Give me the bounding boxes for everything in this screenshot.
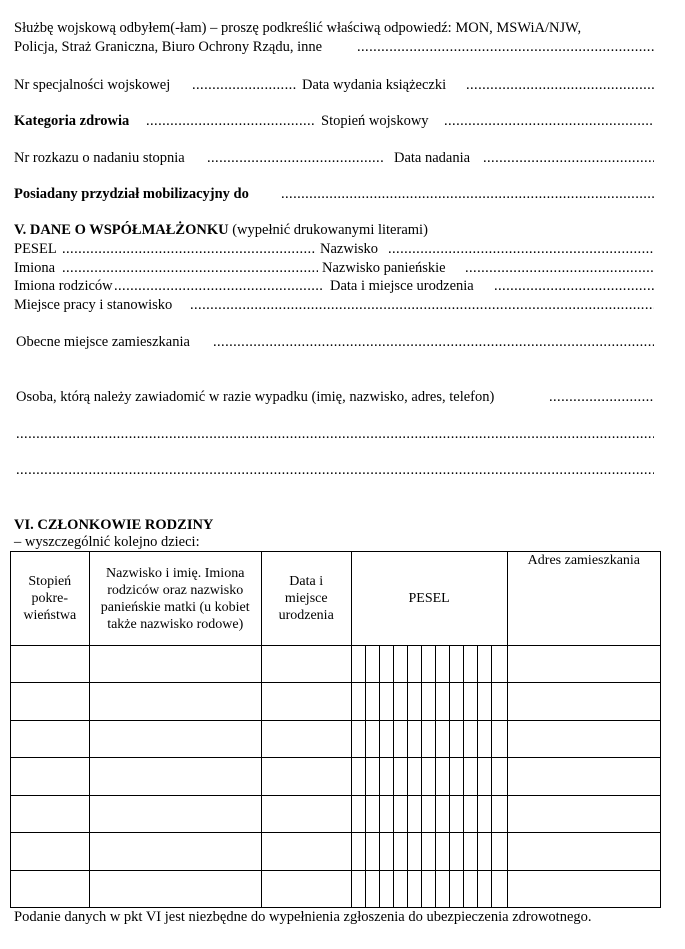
military-service-line: Służbę wojskową odbyłem(-łam) – proszę podkreślić właściwą odpowiedź: MON, MSWiA/NJW, bbox=[14, 20, 582, 36]
mobilization-field[interactable] bbox=[281, 185, 654, 203]
address-cell[interactable] bbox=[507, 870, 660, 907]
relation-cell[interactable] bbox=[11, 646, 90, 683]
pesel-digit-cell[interactable] bbox=[464, 758, 478, 795]
pesel-digit-cell[interactable] bbox=[379, 646, 393, 683]
pesel-digit-cell[interactable] bbox=[365, 870, 379, 907]
emergency-contact-label: Osoba, którą należy zawiadomić w razie wypadku (imię, nazwisko, adres, telefon) bbox=[16, 389, 495, 405]
name-cell[interactable] bbox=[89, 870, 261, 907]
pesel-digit-cell[interactable] bbox=[393, 758, 407, 795]
order-number-label: Nr rozkazu o nadaniu stopnia bbox=[14, 150, 185, 166]
pesel-digit-cell[interactable] bbox=[351, 646, 365, 683]
pesel-digit-cell[interactable] bbox=[351, 795, 365, 832]
pesel-digit-cell[interactable] bbox=[478, 870, 492, 907]
pesel-digit-cell[interactable] bbox=[436, 646, 450, 683]
pesel-digit-cell[interactable] bbox=[407, 720, 421, 757]
pesel-digit-cell[interactable] bbox=[450, 646, 464, 683]
pesel-digit-cell[interactable] bbox=[450, 683, 464, 720]
pesel-digit-cell[interactable] bbox=[351, 758, 365, 795]
pesel-digit-cell[interactable] bbox=[464, 795, 478, 832]
table-row bbox=[11, 758, 661, 795]
spouse-section-heading bbox=[14, 221, 428, 239]
spouse-workplace-field[interactable] bbox=[190, 296, 654, 314]
spouse-residence-field[interactable] bbox=[213, 333, 654, 351]
birth-cell[interactable] bbox=[261, 758, 351, 795]
address-cell[interactable] bbox=[507, 683, 660, 720]
spouse-residence-label: Obecne miejsce zamieszkania bbox=[16, 334, 190, 350]
spouse-first-names-field[interactable] bbox=[62, 259, 318, 277]
relation-cell[interactable] bbox=[11, 795, 90, 832]
pesel-digit-cell[interactable] bbox=[407, 833, 421, 870]
birth-cell[interactable] bbox=[261, 646, 351, 683]
relation-cell[interactable] bbox=[11, 870, 90, 907]
spouse-pesel-field[interactable] bbox=[62, 240, 316, 258]
pesel-digit-cell[interactable] bbox=[365, 833, 379, 870]
spouse-parents-label: Imiona rodziców bbox=[14, 278, 113, 294]
address-cell[interactable] bbox=[507, 646, 660, 683]
emergency-contact-field-3[interactable] bbox=[16, 461, 654, 479]
pesel-digit-cell[interactable] bbox=[464, 870, 478, 907]
pesel-digit-cell[interactable] bbox=[351, 870, 365, 907]
pesel-digit-cell[interactable] bbox=[492, 646, 507, 683]
pesel-digit-cell[interactable] bbox=[365, 720, 379, 757]
pesel-digit-cell[interactable] bbox=[478, 720, 492, 757]
table-row bbox=[11, 683, 661, 720]
pesel-digit-cell[interactable] bbox=[379, 795, 393, 832]
pesel-digit-cell[interactable] bbox=[379, 833, 393, 870]
pesel-digit-cell[interactable] bbox=[450, 795, 464, 832]
pesel-digit-cell[interactable] bbox=[478, 683, 492, 720]
pesel-digit-cell[interactable] bbox=[407, 795, 421, 832]
relation-cell[interactable] bbox=[11, 833, 90, 870]
pesel-digit-cell[interactable] bbox=[436, 720, 450, 757]
pesel-digit-cell[interactable] bbox=[464, 833, 478, 870]
pesel-digit-cell[interactable] bbox=[478, 758, 492, 795]
pesel-digit-cell[interactable] bbox=[422, 720, 436, 757]
column-header-relation: Stopień pokre- wieństwa bbox=[11, 552, 90, 646]
pesel-digit-cell[interactable] bbox=[422, 683, 436, 720]
health-category-field[interactable] bbox=[146, 112, 316, 130]
pesel-digit-cell[interactable] bbox=[464, 720, 478, 757]
spouse-workplace-label: Miejsce pracy i stanowisko bbox=[14, 297, 173, 313]
pesel-digit-cell[interactable] bbox=[407, 683, 421, 720]
pesel-digit-cell[interactable] bbox=[492, 758, 507, 795]
pesel-digit-cell[interactable] bbox=[351, 833, 365, 870]
pesel-digit-cell[interactable] bbox=[450, 720, 464, 757]
table-row bbox=[11, 646, 661, 683]
pesel-digit-cell[interactable] bbox=[365, 758, 379, 795]
pesel-digit-cell[interactable] bbox=[422, 870, 436, 907]
spouse-surname-label: Nazwisko bbox=[320, 241, 378, 257]
pesel-digit-cell[interactable] bbox=[436, 833, 450, 870]
pesel-digit-cell[interactable] bbox=[450, 833, 464, 870]
pesel-digit-cell[interactable] bbox=[422, 646, 436, 683]
spouse-maiden-name-field[interactable] bbox=[465, 259, 654, 277]
booklet-date-field[interactable] bbox=[466, 76, 654, 94]
table-row bbox=[11, 795, 661, 832]
spouse-pesel-label: PESEL bbox=[14, 241, 57, 257]
spouse-birth-label: Data i miejsce urodzenia bbox=[330, 278, 474, 294]
pesel-digit-cell[interactable] bbox=[436, 683, 450, 720]
birth-cell[interactable] bbox=[261, 870, 351, 907]
pesel-digit-cell[interactable] bbox=[351, 720, 365, 757]
name-cell[interactable] bbox=[89, 646, 261, 683]
military-institutions-label: Policja, Straż Graniczna, Biuro Ochrony Rządu, inne bbox=[14, 39, 323, 55]
pesel-digit-cell[interactable] bbox=[422, 758, 436, 795]
pesel-digit-cell[interactable] bbox=[422, 833, 436, 870]
table-row bbox=[11, 720, 661, 757]
pesel-digit-cell[interactable] bbox=[450, 870, 464, 907]
pesel-digit-cell[interactable] bbox=[365, 683, 379, 720]
pesel-digit-cell[interactable] bbox=[365, 646, 379, 683]
pesel-digit-cell[interactable] bbox=[492, 683, 507, 720]
relation-cell[interactable] bbox=[11, 683, 90, 720]
pesel-digit-cell[interactable] bbox=[407, 870, 421, 907]
table-row bbox=[11, 833, 661, 870]
name-cell[interactable] bbox=[89, 683, 261, 720]
pesel-digit-cell[interactable] bbox=[393, 870, 407, 907]
pesel-digit-cell[interactable] bbox=[464, 683, 478, 720]
table-row bbox=[11, 870, 661, 907]
pesel-digit-cell[interactable] bbox=[379, 870, 393, 907]
pesel-digit-cell[interactable] bbox=[351, 683, 365, 720]
rank-field[interactable] bbox=[444, 112, 654, 130]
pesel-digit-cell[interactable] bbox=[393, 646, 407, 683]
column-header-address: Adres zamieszkania bbox=[507, 552, 660, 646]
name-cell[interactable] bbox=[89, 758, 261, 795]
pesel-digit-cell[interactable] bbox=[450, 758, 464, 795]
address-cell[interactable] bbox=[507, 758, 660, 795]
pesel-digit-cell[interactable] bbox=[379, 720, 393, 757]
pesel-digit-cell[interactable] bbox=[478, 795, 492, 832]
name-cell[interactable] bbox=[89, 795, 261, 832]
address-cell[interactable] bbox=[507, 833, 660, 870]
emergency-contact-field-2[interactable] bbox=[16, 425, 654, 443]
mobilization-label: Posiadany przydział mobilizacyjny do bbox=[14, 186, 249, 202]
order-number-field[interactable] bbox=[207, 149, 385, 167]
spouse-first-names-label: Imiona bbox=[14, 260, 56, 276]
pesel-digit-cell[interactable] bbox=[492, 833, 507, 870]
specialty-field[interactable] bbox=[192, 76, 296, 94]
booklet-date-label: Data wydania książeczki bbox=[302, 77, 447, 93]
family-subheading: – wyszczególnić kolejno dzieci: bbox=[14, 534, 200, 550]
column-header-birth: Data i miejsce urodzenia bbox=[261, 552, 351, 646]
relation-cell[interactable] bbox=[11, 720, 90, 757]
pesel-digit-cell[interactable] bbox=[379, 758, 393, 795]
spouse-heading-title: V. DANE O WSPÓŁMAŁŻONKU bbox=[14, 222, 229, 238]
pesel-digit-cell[interactable] bbox=[407, 646, 421, 683]
pesel-digit-cell[interactable] bbox=[379, 683, 393, 720]
pesel-digit-cell[interactable] bbox=[436, 795, 450, 832]
military-other-field[interactable] bbox=[357, 38, 654, 56]
family-data-note: Podanie danych w pkt VI jest niezbędne do wypełnienia zgłoszenia do ubezpieczenia zdrowotnego. bbox=[14, 909, 592, 925]
spouse-maiden-name-label: Nazwisko panieńskie bbox=[322, 260, 446, 276]
pesel-digit-cell[interactable] bbox=[407, 758, 421, 795]
spouse-surname-field[interactable] bbox=[388, 240, 654, 258]
birth-cell[interactable] bbox=[261, 720, 351, 757]
pesel-digit-cell[interactable] bbox=[422, 795, 436, 832]
pesel-digit-cell[interactable] bbox=[393, 795, 407, 832]
pesel-digit-cell[interactable] bbox=[393, 720, 407, 757]
address-cell[interactable] bbox=[507, 795, 660, 832]
family-table bbox=[10, 551, 661, 908]
birth-cell[interactable] bbox=[261, 795, 351, 832]
pesel-digit-cell[interactable] bbox=[436, 758, 450, 795]
column-header-name: Nazwisko i imię. Imiona rodziców oraz nazwisko panieńskie matki (u kobiet także nazwisko rodowe) bbox=[89, 552, 261, 646]
spouse-birth-field[interactable] bbox=[494, 277, 654, 295]
pesel-digit-cell[interactable] bbox=[436, 870, 450, 907]
pesel-digit-cell[interactable] bbox=[365, 795, 379, 832]
pesel-digit-cell[interactable] bbox=[393, 833, 407, 870]
name-cell[interactable] bbox=[89, 720, 261, 757]
pesel-digit-cell[interactable] bbox=[492, 870, 507, 907]
spouse-heading-note: (wypełnić drukowanymi literami) bbox=[232, 222, 428, 238]
pesel-digit-cell[interactable] bbox=[492, 795, 507, 832]
pesel-digit-cell[interactable] bbox=[492, 720, 507, 757]
grant-date-label: Data nadania bbox=[394, 150, 471, 166]
column-header-pesel: PESEL bbox=[351, 552, 507, 646]
birth-cell[interactable] bbox=[261, 833, 351, 870]
pesel-digit-cell[interactable] bbox=[478, 833, 492, 870]
birth-cell[interactable] bbox=[261, 683, 351, 720]
emergency-contact-field-1[interactable] bbox=[549, 388, 654, 406]
family-section-heading: VI. CZŁONKOWIE RODZINY bbox=[14, 517, 214, 533]
pesel-digit-cell[interactable] bbox=[478, 646, 492, 683]
address-cell[interactable] bbox=[507, 720, 660, 757]
rank-label: Stopień wojskowy bbox=[321, 113, 429, 129]
grant-date-field[interactable] bbox=[483, 149, 654, 167]
pesel-digit-cell[interactable] bbox=[393, 683, 407, 720]
specialty-label: Nr specjalności wojskowej bbox=[14, 77, 171, 93]
relation-cell[interactable] bbox=[11, 758, 90, 795]
name-cell[interactable] bbox=[89, 833, 261, 870]
pesel-digit-cell[interactable] bbox=[464, 646, 478, 683]
spouse-parents-field[interactable] bbox=[114, 277, 324, 295]
health-category-label: Kategoria zdrowia bbox=[14, 113, 130, 129]
